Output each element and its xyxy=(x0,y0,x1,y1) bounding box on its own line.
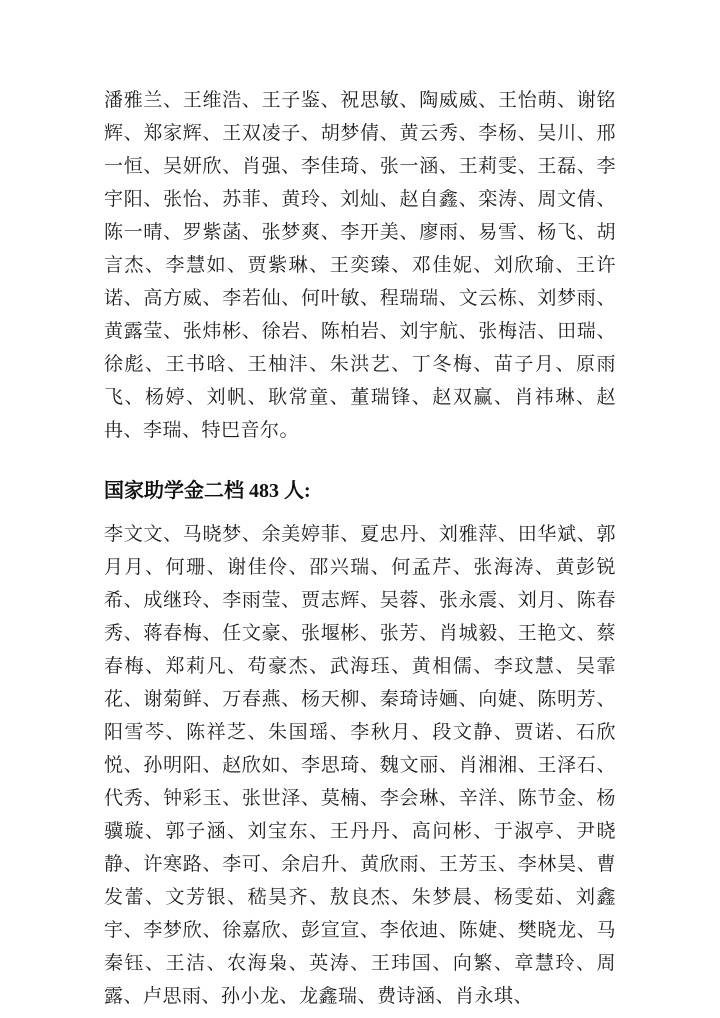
grant-tier2-heading: 国家助学金二档 483 人: xyxy=(104,480,311,502)
grant-tier1-name-list: 潘雅兰、王维浩、王子鉴、祝思敏、陶威威、王怡萌、谢铭辉、郑家辉、王双凌子、胡梦倩、黄云秀、李杨、吴川、邢一恒、吴妍欣、肖强、李佳琦、张一涵、王莉雯、王磊、李宇阳、张怡、苏菲、黄玲、刘灿、赵自鑫、栾涛、周文倩、陈一晴、罗紫菡、张梦爽、李开美、廖雨、易雪、杨飞、胡言杰、李慧如、贾紫琳、王奕臻、邓佳妮、刘欣瑜、王许诺、高方威、李若仙、何叶敏、程瑞瑞、文云栋、刘梦雨、黄露莹、张炜彬、徐岩、陈柏岩、刘宇航、张梅洁、田瑞、徐彪、王书晗、王柚沣、朱洪艺、丁冬梅、苗子月、原雨飞、杨婷、刘帆、耿常童、董瑞锋、赵双赢、肖祎琳、赵冉、李瑞、特巴音尔。 xyxy=(104,90,616,441)
grant-tier2-name-list: 李文文、马晓梦、余美婷菲、夏忠丹、刘雅萍、田华斌、郭月月、何珊、谢佳伶、邵兴瑞、何孟芹、张海涛、黄彭锐希、成继玲、李雨莹、贾志辉、吴蓉、张永震、刘月、陈春秀、蒋春梅、任文豪、张堰彬、张芳、肖城毅、王艳文、蔡春梅、郑莉凡、苟豪杰、武海珏、黄相儒、李玟慧、吴霏花、谢菊鲜、万春燕、杨天柳、秦琦诗婳、向婕、陈明芳、阳雪芩、陈祥芝、朱国瑶、李秋月、段文静、贾诺、石欣悦、孙明阳、赵欣如、李思琦、魏文丽、肖湘湘、王泽石、代秀、钟彩玉、张世泽、莫楠、李会琳、辛洋、陈节金、杨骥璇、郭子涵、刘宝东、王丹丹、高问彬、于淑亭、尹晓静、许寒路、李可、余启升、黄欣雨、王芳玉、李林昊、曹发蕾、文芳银、嵇昊齐、敖良杰、朱梦晨、杨雯茹、刘鑫宇、李梦欣、徐嘉欣、彭宣宣、李依迪、陈婕、樊晓龙、马秦钰、王洁、农海枭、英涛、王玮国、向繁、章慧玲、周露、卢思雨、孙小龙、龙鑫瑞、费诗涵、肖永琪、 xyxy=(104,524,616,1007)
